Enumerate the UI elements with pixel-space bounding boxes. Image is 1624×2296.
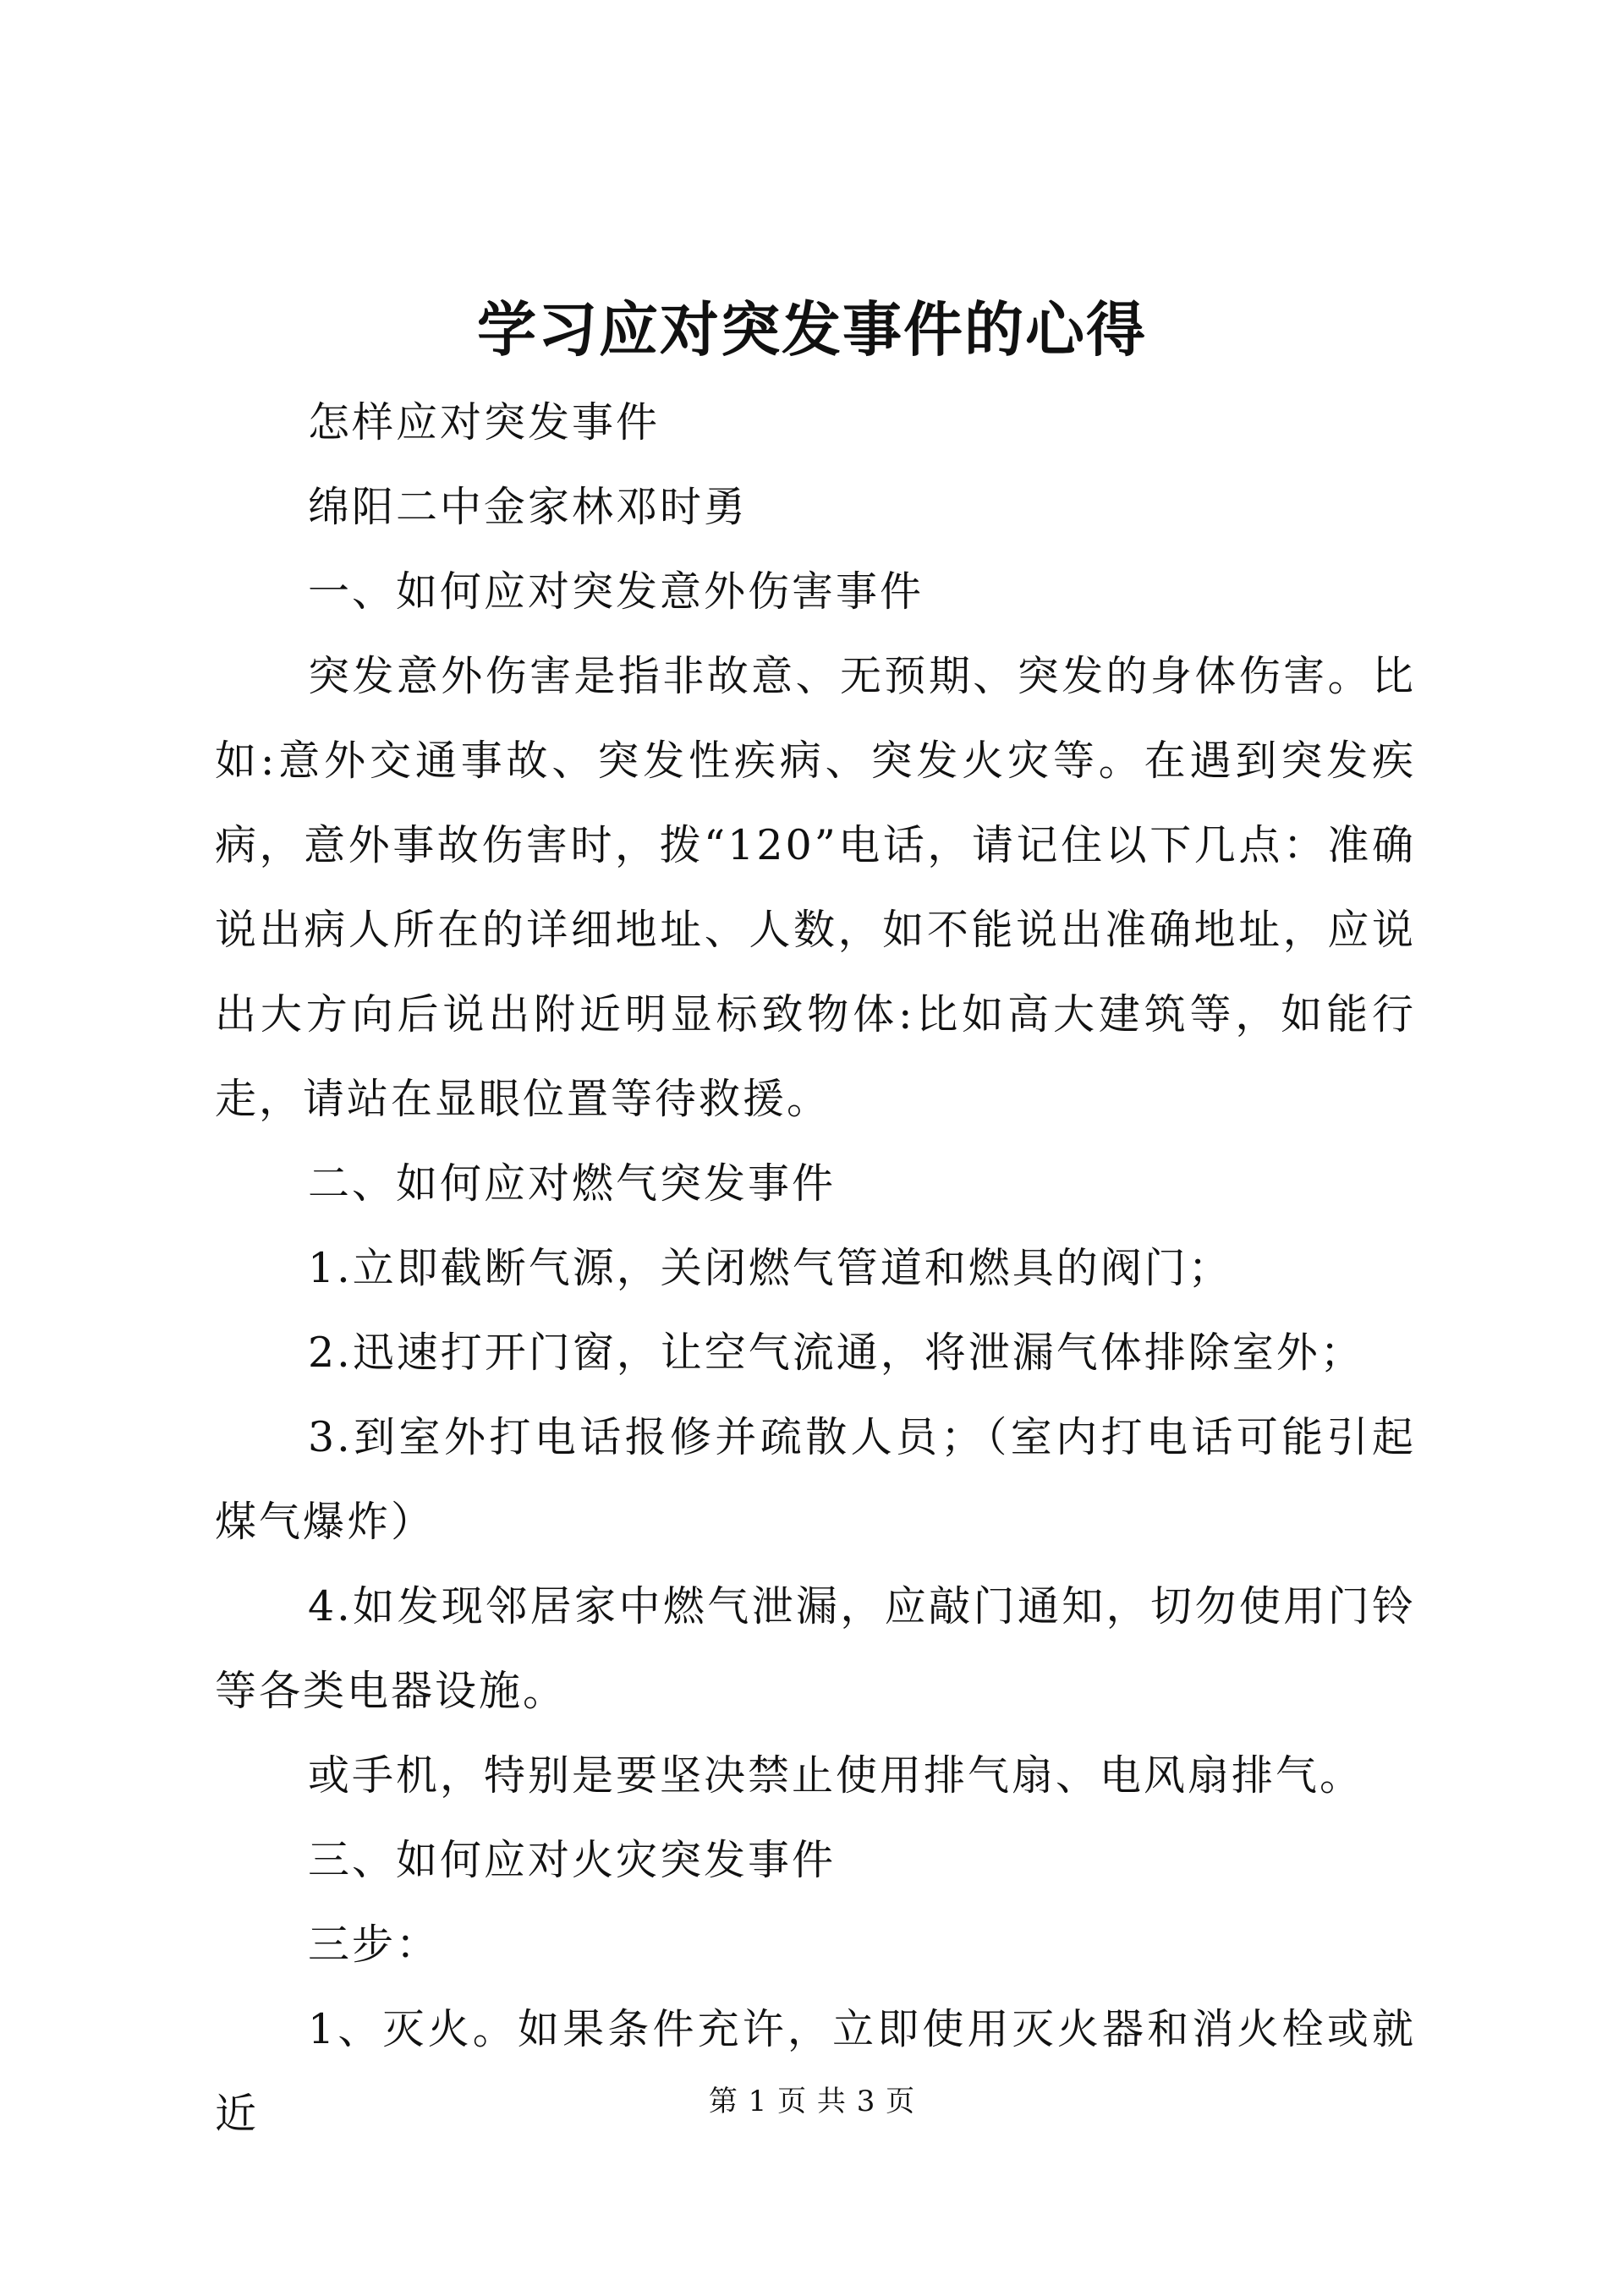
paragraph-gas-note: 或手机，特别是要坚决禁止使用排气扇、电风扇排气。 <box>308 1751 1364 1800</box>
page-footer: 第 1 页 共 3 页 <box>708 2085 916 2118</box>
list-item-fire-1: 1、灭火。如果条件充许，立即使用灭火器和消火栓或就近 <box>215 2005 1416 2138</box>
document-body <box>215 381 1416 2156</box>
paragraph-steps-label: 三步： <box>308 1921 441 1969</box>
section-heading-3: 三、如何应对火灾突发事件 <box>308 1836 837 1884</box>
section-heading-2: 二、如何应对燃气突发事件 <box>308 1159 837 1208</box>
paragraph-subtitle: 怎样应对突发事件 <box>308 398 661 447</box>
paragraph-injury: 突发意外伤害是指非故意、无预期、突发的身体伤害。比如:意外交通事故、突发性疾病、突发火灾等。在遇到突发疾病，意外事故伤害时，拨“120”电话，请记住以下几点：准确说出病人所在的详细地址、人数，如不能说出准确地址，应说出大方向后说出附近明显标致物体:比如高大建筑等，如能行走，请站在显眼位置等待救援。 <box>215 652 1416 1123</box>
document-title: 学习应对突发事件的心得 <box>477 294 1147 364</box>
list-item-gas-1: 1.立即截断气源，关闭燃气管道和燃具的阀门； <box>308 1244 1232 1292</box>
section-heading-1: 一、如何应对突发意外伤害事件 <box>308 567 924 616</box>
list-item-gas-3: 3.到室外打电话报修并疏散人员；（室内打电话可能引起煤气爆炸） <box>215 1413 1416 1546</box>
paragraph-author: 绵阳二中金家林邓时勇 <box>308 483 749 531</box>
list-item-gas-2: 2.迅速打开门窗，让空气流通，将泄漏气体排除室外； <box>308 1329 1364 1377</box>
list-item-gas-4: 4.如发现邻居家中燃气泄漏，应敲门通知，切勿使用门铃等各类电器设施。 <box>215 1582 1416 1715</box>
